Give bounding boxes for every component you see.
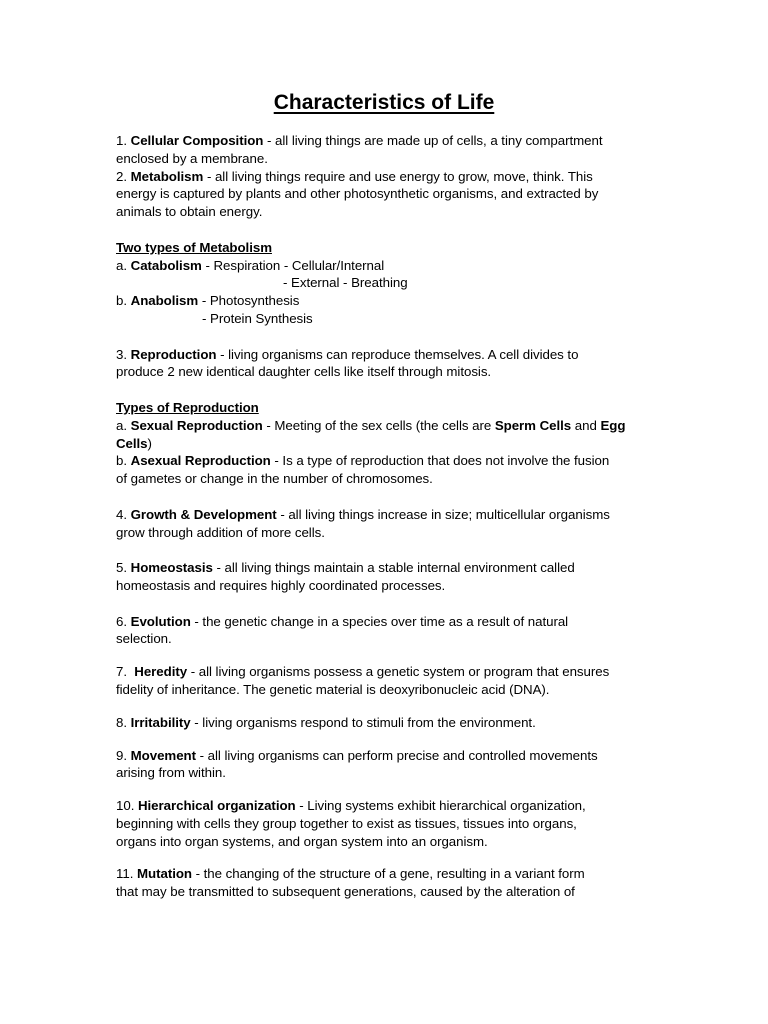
- text: 11.: [116, 866, 137, 882]
- item-growth-development: [116, 506, 656, 542]
- section-heading: Two types of Metabolism: [116, 239, 272, 255]
- text: a.: [116, 257, 131, 273]
- text: [116, 452, 656, 470]
- text: - all living things increase in size; multicellular organisms: [276, 506, 610, 522]
- text: - Living systems exhibit hierarchical organization,: [295, 798, 586, 814]
- text: - living organisms can reproduce themselves. A cell divides to: [216, 346, 579, 362]
- item-irritability: [116, 714, 656, 732]
- term: Irritability: [130, 714, 191, 730]
- text: [116, 399, 656, 417]
- item-evolution: [116, 613, 656, 649]
- text: [116, 559, 656, 577]
- text: - Photosynthesis: [198, 293, 300, 309]
- text: 7.: [116, 664, 135, 680]
- text: - External - Breathing: [283, 275, 408, 291]
- text: - the changing of the structure of a gene, resulting in a variant form: [192, 866, 585, 882]
- text: - all living things maintain a stable internal environment called: [212, 560, 575, 576]
- text: 10.: [116, 798, 138, 814]
- term: Cellular Composition: [130, 133, 264, 148]
- text: - Is a type of reproduction that does not involve the fusion: [270, 453, 610, 469]
- item-homeostasis: [116, 559, 656, 595]
- text: 8.: [116, 714, 131, 730]
- text: produce 2 new identical daughter cells like itself through mitosis.: [116, 364, 492, 380]
- bold-text: Sexual Reproduction: [130, 417, 263, 433]
- text: - Protein Synthesis: [202, 310, 313, 326]
- text: [116, 663, 656, 681]
- text: - Meeting of the sex cells (the cells are: [262, 417, 495, 433]
- bold-text: Catabolism: [130, 257, 202, 273]
- text: homeostasis and requires highly coordinated processes.: [116, 577, 446, 593]
- text: [116, 292, 656, 310]
- text: [116, 346, 656, 364]
- bold-text: Sperm Cells: [494, 417, 572, 433]
- text: enclosed by a membrane.: [116, 150, 268, 166]
- text: [116, 865, 656, 883]
- text: - the genetic change in a species over time as a result of natural: [190, 613, 569, 629]
- text: and: [571, 417, 601, 433]
- text: [116, 417, 656, 435]
- text: [116, 239, 656, 257]
- text: [116, 168, 656, 186]
- text: [116, 257, 656, 275]
- text: 5.: [116, 560, 131, 576]
- section-heading: Types of Reproduction: [116, 399, 259, 415]
- text: ): [147, 435, 152, 451]
- text: - all living things are made up of cells, a tiny compartment: [263, 133, 603, 148]
- text: [116, 747, 656, 765]
- bold-text: Anabolism: [130, 293, 199, 309]
- text: b.: [116, 293, 131, 309]
- term: Reproduction: [130, 346, 217, 362]
- item-hierarchical-organization: [116, 797, 656, 850]
- text: grow through addition of more cells.: [116, 524, 325, 540]
- text: 1.: [116, 133, 131, 148]
- text: 6.: [116, 613, 131, 629]
- bold-text: Cells: [116, 435, 148, 451]
- item-mutation: [116, 865, 656, 901]
- text: - all living organisms possess a genetic system or program that ensures: [187, 664, 610, 680]
- text: selection.: [116, 631, 172, 647]
- page-title: Characteristics of Life: [273, 91, 495, 114]
- text: arising from within.: [116, 765, 226, 781]
- text: 2.: [116, 168, 131, 184]
- term: Hierarchical organization: [137, 798, 296, 814]
- text: 4.: [116, 506, 131, 522]
- term: Movement: [130, 747, 196, 763]
- term: Growth & Development: [130, 506, 277, 522]
- text: [116, 613, 656, 631]
- text: - Respiration - Cellular/Internal: [201, 257, 385, 273]
- text: organs into organ systems, and organ system into an organism.: [116, 833, 488, 849]
- text: - living organisms respond to stimuli from the environment.: [190, 714, 536, 730]
- text: [116, 435, 656, 453]
- text: beginning with cells they group together to exist as tissues, tissues into organs,: [116, 815, 577, 831]
- text: - all living things require and use energy to grow, move, think. This: [203, 168, 593, 184]
- text: b.: [116, 453, 131, 469]
- item-reproduction: [116, 346, 656, 382]
- document-body: [116, 132, 656, 901]
- text: [116, 506, 656, 524]
- term: Homeostasis: [130, 560, 213, 576]
- item-heredity: [116, 663, 656, 699]
- term: Heredity: [134, 664, 188, 680]
- text: fidelity of inheritance. The genetic material is deoxyribonucleic acid (DNA).: [116, 681, 550, 697]
- item-metabolism: [116, 168, 656, 221]
- term: Metabolism: [130, 168, 204, 184]
- text: [116, 714, 656, 732]
- text: 9.: [116, 747, 131, 763]
- text: animals to obtain energy.: [116, 204, 263, 220]
- reproduction-types-section: [116, 399, 656, 488]
- bold-text: Asexual Reproduction: [130, 453, 271, 469]
- metabolism-types-section: [116, 239, 656, 328]
- bold-text: Egg: [600, 417, 626, 433]
- term: Mutation: [137, 866, 192, 882]
- text: that may be transmitted to subsequent generations, caused by the alteration of: [116, 884, 575, 900]
- text: energy is captured by plants and other photosynthetic organisms, and extracted by: [116, 186, 599, 202]
- item-cellular-composition: [116, 132, 656, 168]
- item-movement: [116, 747, 656, 783]
- term: Evolution: [130, 613, 191, 629]
- text: 3.: [116, 346, 131, 362]
- text: [116, 132, 656, 150]
- text: of gametes or change in the number of chromosomes.: [116, 471, 433, 487]
- text: [116, 797, 656, 815]
- text: a.: [116, 417, 131, 433]
- text: - all living organisms can perform precise and controlled movements: [196, 747, 598, 763]
